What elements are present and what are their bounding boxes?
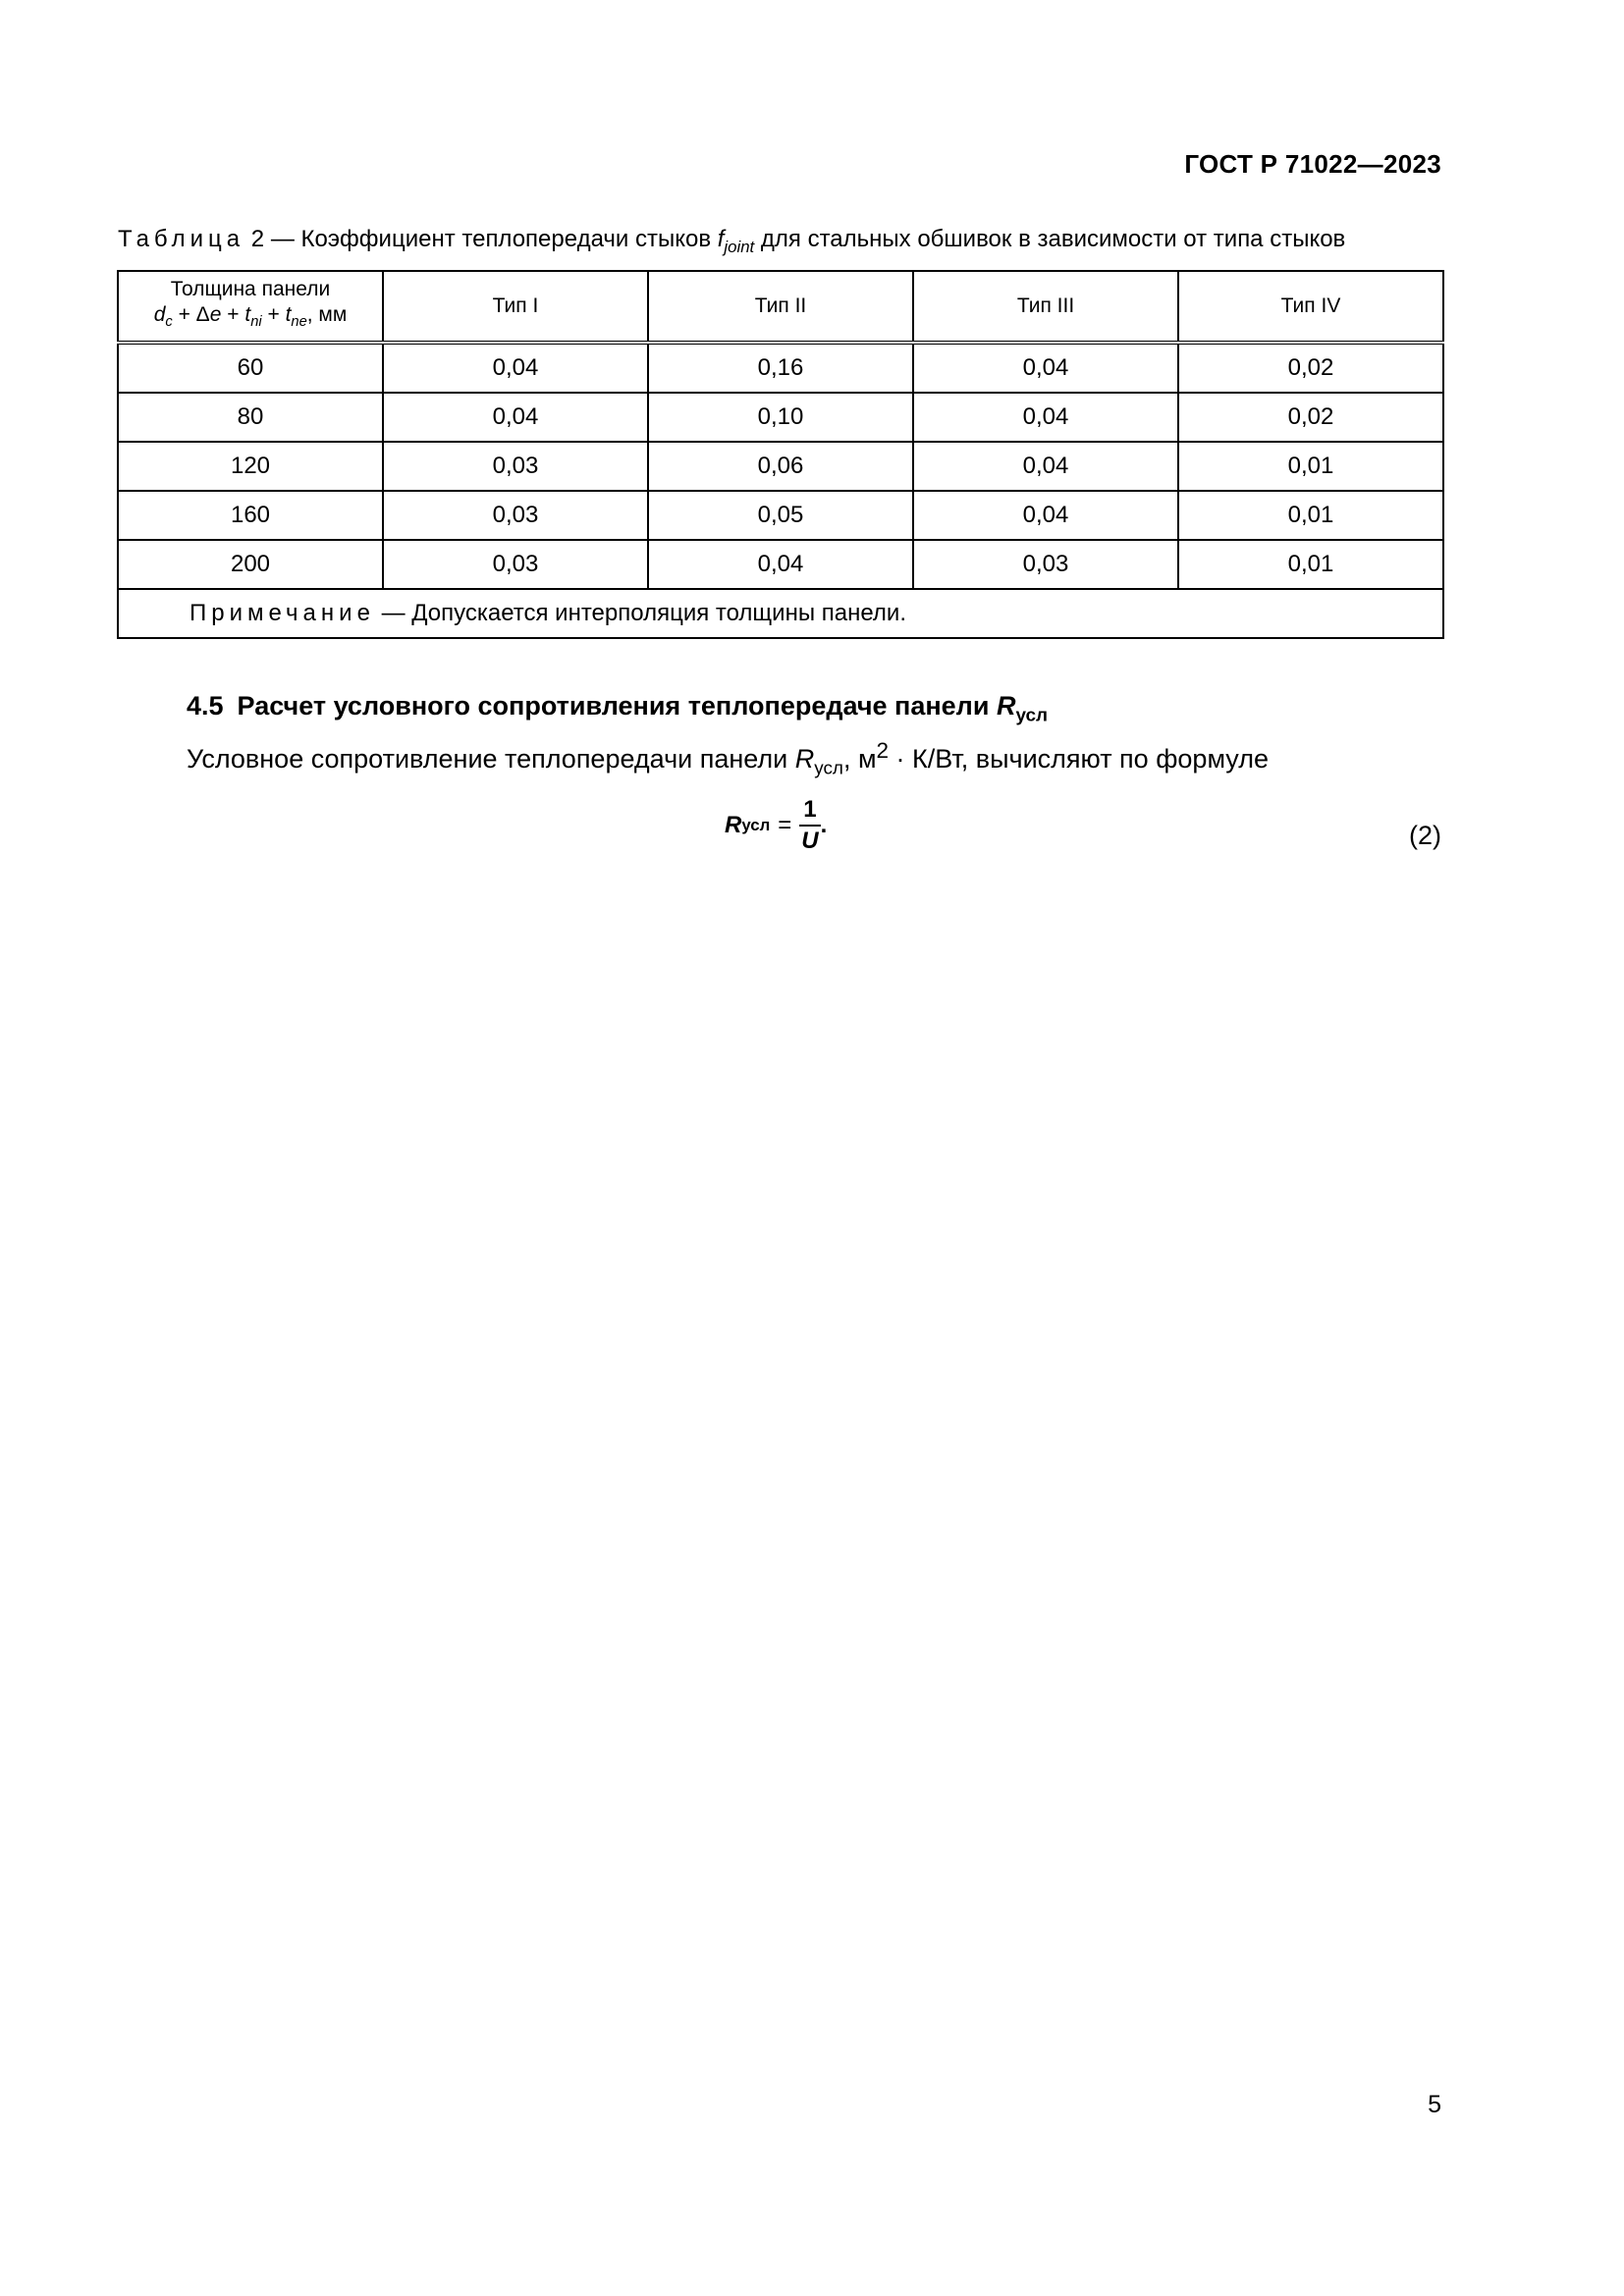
value-cell: 0,04 (648, 540, 913, 589)
table-caption-number: 2 (250, 226, 265, 252)
table-row (118, 343, 1443, 393)
section-symbol: R (996, 691, 1016, 721)
value-cell: 0,16 (648, 343, 913, 393)
thickness-cell: 120 (118, 442, 383, 491)
value-cell: 0,04 (913, 442, 1178, 491)
value-cell: 0,02 (1178, 343, 1443, 393)
value-cell: 0,10 (648, 393, 913, 442)
value-cell: 0,02 (1178, 393, 1443, 442)
column-header-type-2: Тип II (648, 271, 913, 343)
section-symbol-sub: усл (1015, 705, 1048, 726)
page-number: 5 (1428, 2091, 1441, 2118)
table-row (118, 540, 1443, 589)
formula (725, 795, 827, 856)
table-caption-suffix: для стальных обшивок в зависимости от типа стыков (760, 226, 1346, 252)
paragraph-symbol: R (794, 744, 815, 774)
formula-number: (2) (1409, 821, 1441, 850)
column-header-type-3: Тип III (913, 271, 1178, 343)
table-note-cell (118, 589, 1443, 638)
formula-numerator: 1 (799, 795, 820, 827)
value-cell: 0,04 (383, 393, 648, 442)
paragraph-unit-sup: 2 (876, 738, 890, 763)
value-cell: 0,01 (1178, 491, 1443, 540)
section-number: 4.5 (187, 691, 224, 721)
value-cell: 0,03 (913, 540, 1178, 589)
thickness-column-header (118, 271, 383, 343)
value-cell: 0,03 (383, 540, 648, 589)
section-title: Расчет условного сопротивления теплопередаче панели (237, 691, 990, 721)
unit-mm: , мм (306, 303, 348, 327)
section-heading (187, 691, 1048, 726)
thickness-cell: 60 (118, 343, 383, 393)
value-cell: 0,06 (648, 442, 913, 491)
joint-coefficient-table (117, 270, 1444, 639)
formula-fraction (799, 795, 820, 856)
formula-lhs: R (725, 812, 742, 838)
note-label: Примечание (189, 600, 375, 626)
table-row (118, 491, 1443, 540)
value-cell: 0,04 (913, 393, 1178, 442)
symbol-t-sub-ne: ne (291, 314, 307, 331)
formula-end: . (820, 812, 828, 838)
formula-lhs-sub: усл (741, 816, 771, 834)
value-cell: 0,04 (913, 491, 1178, 540)
value-cell: 0,01 (1178, 442, 1443, 491)
table-caption-symbol: f (717, 226, 725, 252)
document-code: ГОСТ Р 71022—2023 (1184, 149, 1441, 179)
thickness-cell: 200 (118, 540, 383, 589)
note-text: — Допускается интерполяция толщины панели. (381, 600, 906, 626)
table-caption-prefix: Таблица (118, 226, 245, 252)
thickness-cell: 160 (118, 491, 383, 540)
plus-sign: + (267, 303, 280, 327)
thickness-header-formula (119, 302, 382, 335)
value-cell: 0,01 (1178, 540, 1443, 589)
table-row (118, 442, 1443, 491)
table-header-row (118, 271, 1443, 343)
table-caption (118, 226, 1492, 257)
plus-delta: + Δ (178, 303, 210, 327)
plus-sign: + (227, 303, 240, 327)
symbol-e: e (209, 303, 222, 327)
value-cell: 0,04 (913, 343, 1178, 393)
joint-coefficient-table-wrapper (117, 270, 1442, 639)
formula-equals: = (778, 812, 792, 838)
table-row (118, 393, 1443, 442)
value-cell: 0,03 (383, 491, 648, 540)
thickness-cell: 80 (118, 393, 383, 442)
symbol-d: d (153, 303, 166, 327)
paragraph-text-before: Условное сопротивление теплопередачи панели (187, 744, 788, 774)
table-caption-symbol-sub: joint (724, 237, 755, 256)
paragraph-symbol-sub: усл (814, 758, 843, 779)
body-paragraph (187, 738, 1269, 779)
table-note-row (118, 589, 1443, 638)
value-cell: 0,04 (383, 343, 648, 393)
paragraph-text-after: · К/Вт, вычисляют по формуле (889, 744, 1269, 774)
column-header-type-1: Тип I (383, 271, 648, 343)
value-cell: 0,03 (383, 442, 648, 491)
value-cell: 0,05 (648, 491, 913, 540)
formula-denominator: U (801, 828, 819, 854)
table-caption-text: — Коэффициент теплопередачи стыков (270, 226, 712, 252)
symbol-d-sub: c (165, 314, 173, 331)
column-header-type-4: Тип IV (1178, 271, 1443, 343)
symbol-t: t (244, 303, 251, 327)
thickness-header-title: Толщина панели (170, 278, 331, 301)
symbol-t-sub-ni: ni (250, 314, 262, 331)
symbol-t: t (285, 303, 292, 327)
paragraph-unit: , м (842, 744, 877, 774)
